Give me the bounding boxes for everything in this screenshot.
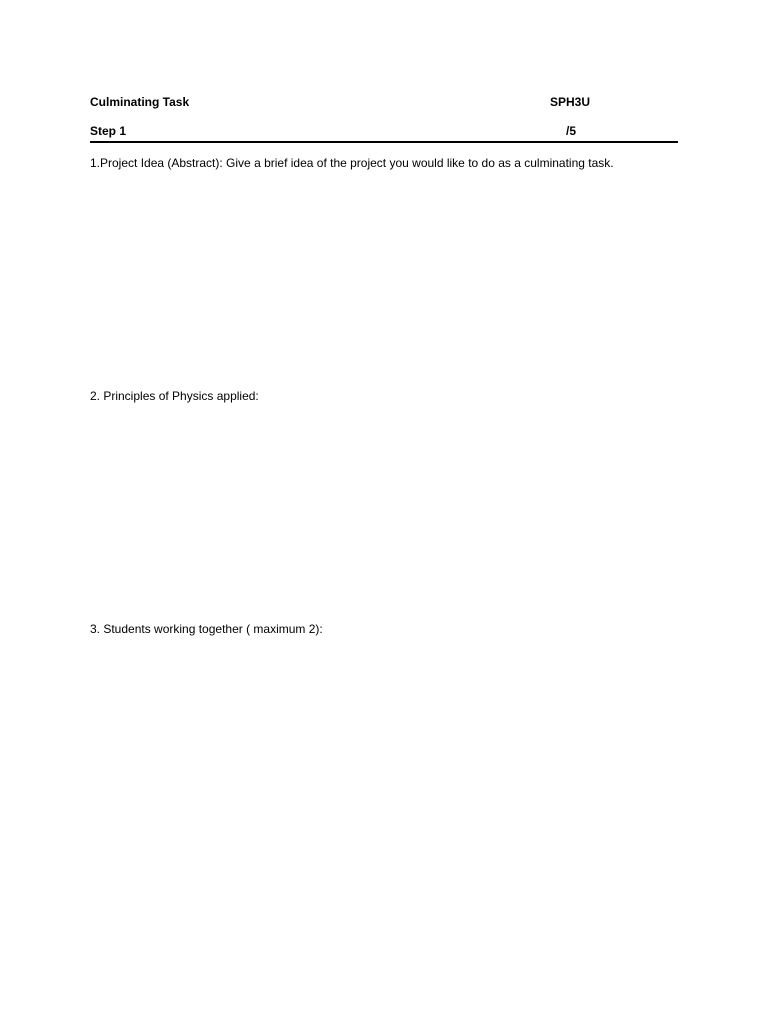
course-code: SPH3U bbox=[550, 95, 591, 109]
question-physics-principles: 2. Principles of Physics applied: bbox=[90, 389, 259, 403]
header-divider bbox=[90, 141, 678, 143]
question-project-idea: 1.Project Idea (Abstract): Give a brief idea of the project you would like to do as a culminating task. bbox=[90, 156, 614, 170]
document-title: Culminating Task bbox=[90, 95, 190, 109]
step-label: Step 1 bbox=[90, 124, 127, 138]
question-students-together: 3. Students working together ( maximum 2): bbox=[90, 622, 323, 636]
score-total: /5 bbox=[566, 124, 577, 138]
